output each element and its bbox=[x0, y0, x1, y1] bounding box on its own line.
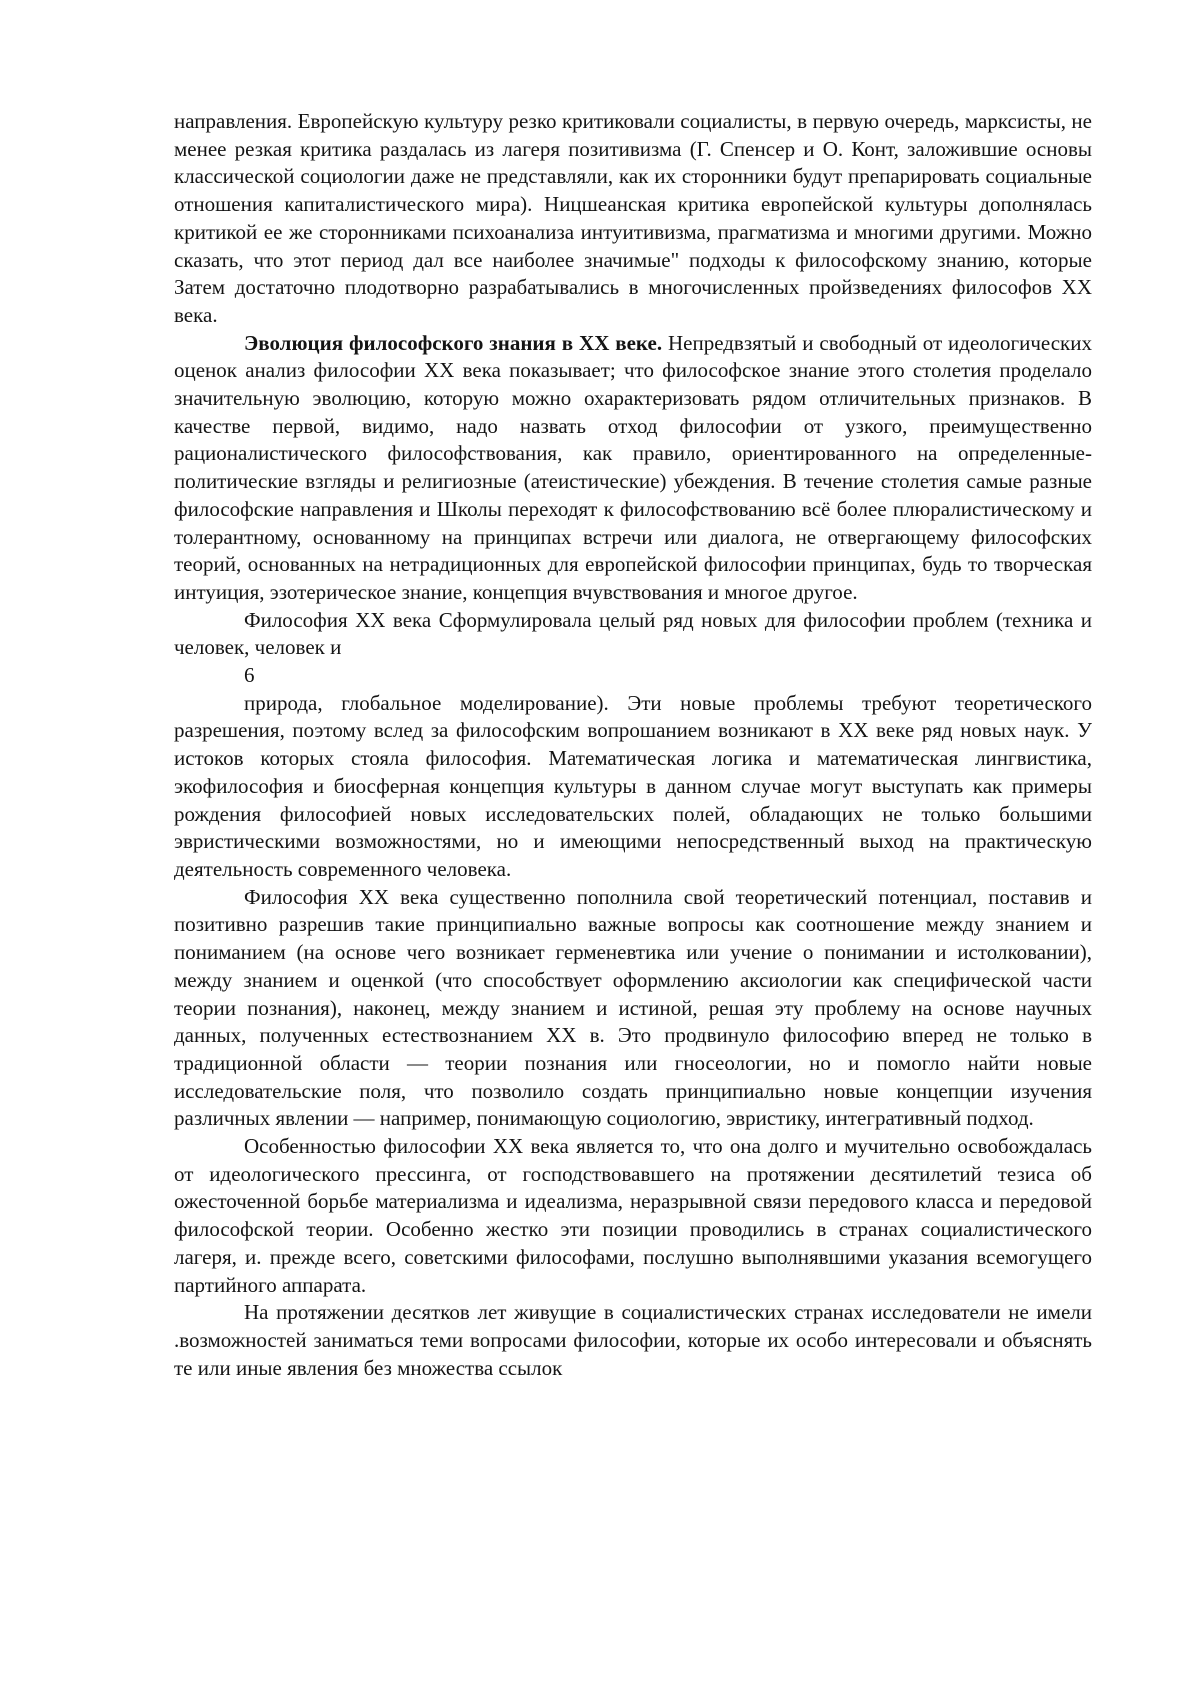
section-heading: Эволюция философского знания в XX веке. bbox=[244, 331, 662, 355]
paragraph-new-problems: Философия XX века Сформулировала целый ряд новых для философии проблем (техника и человек, человек и bbox=[174, 607, 1092, 662]
page-number: 6 bbox=[174, 662, 1092, 690]
paragraph-ideology: Особенностью философии XX века является то, что она долго и мучительно освобождалась от идеологического прессинга, от господствовавшего на протяжении десятилетий тезиса об ожесточенной борьбе материализма и идеализма, неразрывной связи передового класса и передовой философской теории. Особенно жестко эти позиции проводились в странах социалистического лагеря, и. прежде всего, советскими философами, послушно выполнявшими указания всемогущего партийного аппарата. bbox=[174, 1133, 1092, 1299]
paragraph-researchers: На протяжении десятков лет живущие в социалистических странах исследователи не имели .возможностей заниматься теми вопросами философии, которые их особо интересовали и объяснять те или иные явления без множества ссылок bbox=[174, 1299, 1092, 1382]
paragraph-continuation: направления. Европейскую культуру резко критиковали социалисты, в первую очередь, марксисты, не менее резкая критика раздалась из лагеря позитивизма (Г. Спенсер и О. Конт, заложившие основы классической социологии даже не представляли, как их сторонники будут препарировать социальные отношения капиталистического мира). Ницшеанская критика европейской культуры дополнялась критикой ее же сторонниками психоанализа интуитивизма, прагматизма и многими другими. Можно сказать, что этот период дал все наиболее значимые" подходы к философскому знанию, которые Затем достаточно плодотворно разрабатывались в многочисленных пройзведениях философов XX века. bbox=[174, 108, 1092, 330]
paragraph-evolution-text: Непредвзятый и свободный от идеологических оценок анализ философии XX века показывает; что философское знание этого столетия проделало значительную эволюцию, которую можно охарактеризовать рядом отличительных признаков. В качестве первой, видимо, надо назвать отход философии от узкого, преимущественно рационалистического философствования, как правило, ориентированного на определенные-политические взгляды и религиозные (атеистические) убеждения. В течение столетия самые разные философские направления и Школы переходят к философствованию всё более плюралистическому и толерантному, основанному на принципах встречи или диалога, не отвергающему философских теорий, основанных на нетрадиционных для европейской философии принципах, будь то творческая интуиция, эзотерическое знание, концепция вчувствования и многое другое. bbox=[174, 331, 1092, 604]
document-page bbox=[174, 108, 1092, 1382]
paragraph-new-sciences: природа, глобальное моделирование). Эти новые проблемы требуют теоретического разрешения, поэтому вслед за философским вопрошанием возникают в XX веке ряд новых наук. У истоков которых стояла философия. Математическая логика и математическая лингвистика, экофилософия и биосферная концепция культуры в данном случае могут выступать как примеры рождения философией новых исследовательских полей, обладающих не только большими эвристическими возможностями, но и имеющими непосредственный выход на практическую деятельность современного человека. bbox=[174, 690, 1092, 884]
paragraph-theoretical-potential: Философия XX века существенно пополнила свой теоретический потенциал, поставив и позитивно разрешив такие принципиально важные вопросы как соотношение между знанием и пониманием (на основе чего возникает герменевтика или учение о понимании и истолковании), между знанием и оценкой (что способствует оформлению аксиологии как специфической части теории познания), наконец, между знанием и истиной, решая эту проблему на основе научных данных, полученных естествознанием XX в. Это продвинуло философию вперед не только в традиционной области — теории познания или гносеологии, но и помогло найти новые исследовательские поля, что позволило создать принципиально новые концепции изучения различных явлении — например, понимающую социологию, эвристику, интегративный подход. bbox=[174, 884, 1092, 1133]
paragraph-evolution bbox=[174, 330, 1092, 607]
